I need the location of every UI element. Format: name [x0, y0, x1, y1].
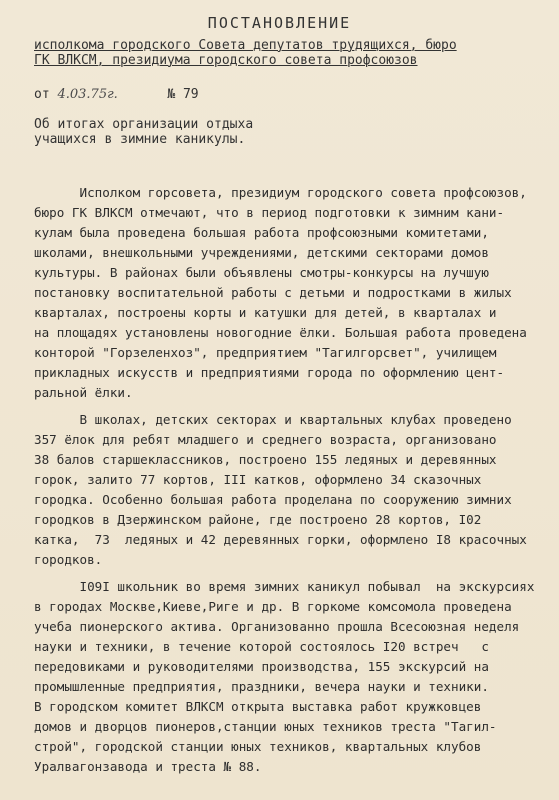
body-line: постановку воспитательной работы с детьми и подростками в жилых: [34, 285, 512, 300]
subject-line: учащихся в зимние каникулы.: [34, 132, 246, 147]
body-line: I09I школьник во время зимних каникул побывал на экскурсиях: [34, 579, 535, 594]
subject-line: Об итогах организации отдыха: [34, 117, 254, 132]
body-paragraph: [34, 410, 554, 570]
document-subject: [34, 117, 294, 147]
body-line: учеба пионерского актива. Организованно прошла Всесоюзная неделя: [34, 619, 520, 634]
paragraph-gap: [34, 403, 554, 410]
body-line: Исполком горсовета, президиум городского совета профсоюзов,: [34, 185, 527, 200]
body-line: городка. Особенно большая работа проделана по сооружению зимних: [34, 492, 512, 507]
issuing-bodies-line: ГК ВЛКСМ, президиума городского совета профсоюзов: [34, 53, 418, 68]
body-line: городков в Дзержинском районе, где построено 28 кортов, I02: [34, 512, 482, 527]
body-line: бюро ГК ВЛКСМ отмечают, что в период подготовки к зимним кани-: [34, 205, 505, 220]
body-line: строй", городской станции юных техников, квартальных клубов: [34, 739, 482, 754]
body-line: ральной ёлки.: [34, 385, 133, 400]
body-line: в городах Москве,Киеве,Риге и др. В горкоме комсомола проведена: [34, 599, 512, 614]
body-line: на площадях установлены новогодние ёлки. Большая работа проведена: [34, 325, 527, 340]
date-number-line: [34, 87, 199, 102]
body-line: промышленные предприятия, праздники, вечера науки и техники.: [34, 679, 489, 694]
document-number: № 79: [167, 87, 199, 102]
body-line: науки и техники, в течение которой состоялось I20 встреч с: [34, 639, 489, 654]
body-line: 38 балов старшеклассников, построено 155 ледяных и деревянных: [34, 452, 497, 467]
body-line: В школах, детских секторах и квартальных клубах проведено: [34, 412, 512, 427]
body-line: В городском комитет ВЛКСМ открыта выставка работ кружковцев: [34, 699, 482, 714]
body-line: передовиками и руководителями производства, 155 экскурсий на: [34, 659, 489, 674]
body-line: конторой "Горзеленхоз", предприятием "Тагилгорсвет", училищем: [34, 345, 497, 360]
body-line: городков.: [34, 552, 103, 567]
paragraph-gap: [34, 570, 554, 577]
body-line: 357 ёлок для ребят младшего и среднего возраста, организовано: [34, 432, 497, 447]
date-prefix: от: [34, 87, 50, 102]
body-line: катка, 73 ледяных и 42 деревянных горки, оформлено I8 красочных: [34, 532, 527, 547]
body-line: домов и дворцов пионеров,станции юных техников треста "Тагил-: [34, 719, 497, 734]
body-line: Уралвагонзавода и треста № 88.: [34, 759, 262, 774]
body-line: школами, внешкольными учреждениями, детскими секторами домов: [34, 245, 489, 260]
body-line: прикладных искусств и предприятиями города по оформлению цент-: [34, 365, 505, 380]
body-paragraph: [34, 577, 554, 777]
issuing-bodies-line: исполкома городского Совета депутатов трудящихся, бюро: [34, 38, 457, 53]
body-paragraph: [34, 183, 554, 403]
body-line: кулам была проведена большая работа профсоюзными комитетами,: [34, 225, 489, 240]
body-line: культуры. В районах были объявлены смотры-конкурсы на лучшую: [34, 265, 489, 280]
body-line: горок, залито 77 кортов, III катков, оформлено 34 сказочных: [34, 472, 482, 487]
document-body: [34, 183, 554, 777]
issuing-bodies: [34, 38, 524, 68]
document-title: ПОСТАНОВЛЕНИЕ: [207, 14, 352, 32]
handwritten-date: 4.03.75г.: [57, 87, 118, 102]
body-line: кварталах, построены корты и катушки для детей, в кварталах и: [34, 305, 497, 320]
